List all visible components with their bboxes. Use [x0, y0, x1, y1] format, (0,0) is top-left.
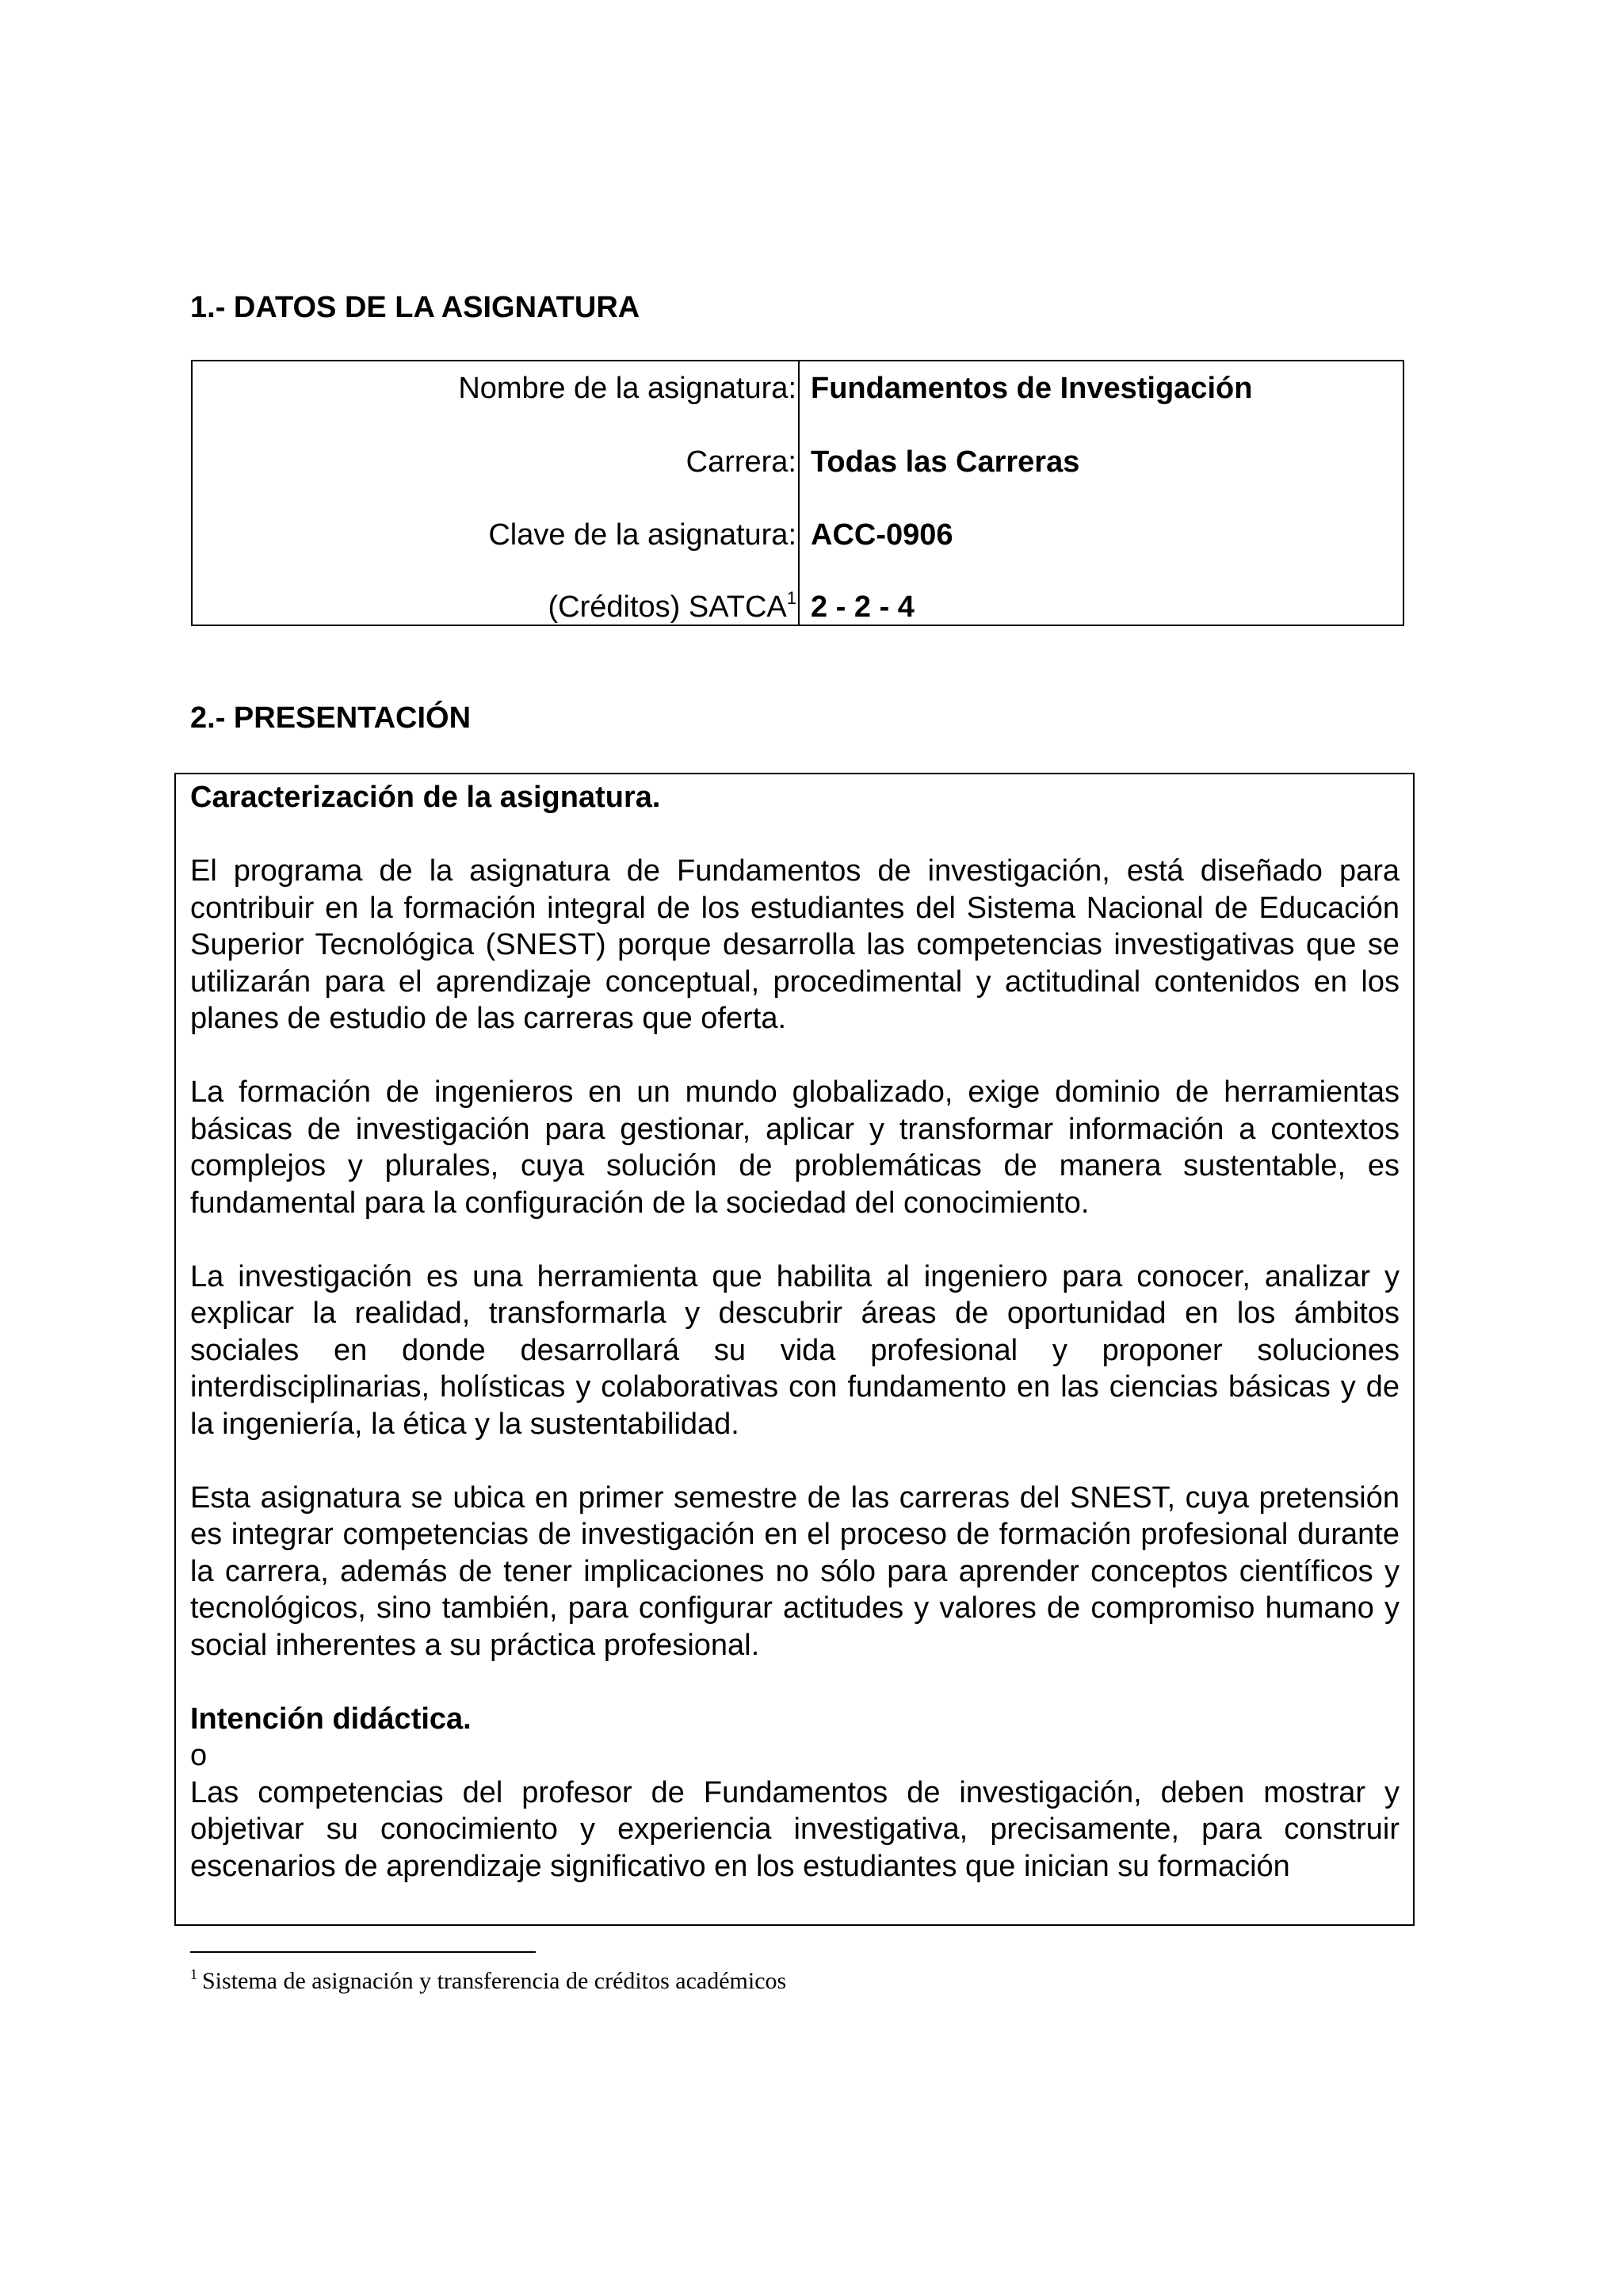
- table-row-satca-credits: [193, 586, 1403, 628]
- footnote-text: Sistema de asignación y transferencia de créditos académicos: [202, 1968, 787, 1994]
- table-row-career: [193, 441, 1403, 483]
- course-code-value: ACC-0906: [811, 518, 953, 552]
- section-1-heading: 1.- DATOS DE LA ASIGNATURA: [190, 291, 640, 324]
- section-2-heading: 2.- PRESENTACIÓN: [190, 701, 472, 735]
- table-row-course-code: [193, 514, 1403, 556]
- satca-credits-label: [548, 586, 797, 628]
- footnote-reference-1: 1: [786, 588, 796, 608]
- didactic-intention-heading: Intención didáctica.: [190, 1702, 472, 1736]
- course-code-label: Clave de la asignatura:: [488, 518, 796, 552]
- presentation-box: [174, 773, 1415, 1926]
- characterization-paragraph-3: La investigación es una herramienta que habilita al ingeniero para conocer, analizar y explicar la realidad, transformarla y descubrir áreas de oportunidad en los ámbitos sociales en donde desarrollará su vida profesional y proponer soluciones interdisciplinarias, holísticas y colaborativas con fundamento en las ciencias básicas y de la ingeniería, la ética y la sustentabilidad.: [190, 1259, 1400, 1441]
- footnote-separator: [190, 1951, 536, 1953]
- course-name-value: Fundamentos de Investigación: [811, 372, 1253, 405]
- characterization-heading: Caracterización de la asignatura.: [190, 781, 661, 814]
- presentation-content: [190, 779, 1400, 1885]
- didactic-intention-paragraph: Las competencias del profesor de Fundamentos de investigación, deben mostrar y objetivar su conocimiento y experiencia investigativa, precisamente, para construir escenarios de aprendizaje significativo en los estudiantes que inician su formación: [190, 1775, 1400, 1883]
- characterization-paragraph-1: El programa de la asignatura de Fundamentos de investigación, está diseñado para contribuir en la formación integral de los estudiantes del Sistema Nacional de Educación Superior Tecnológica (SNEST) porque desarrolla las competencias investigativas que se utilizarán para el aprendizaje conceptual, procedimental y actitudinal contenidos en los planes de estudio de las carreras que oferta.: [190, 854, 1400, 1035]
- course-name-label: Nombre de la asignatura:: [458, 372, 796, 405]
- bullet-marker: o: [190, 1739, 208, 1772]
- career-label: Carrera:: [685, 445, 796, 479]
- course-data-table: [191, 360, 1404, 626]
- footnote-marker: 1: [190, 1966, 197, 1982]
- table-row-course-name: [193, 368, 1403, 409]
- characterization-paragraph-4: Esta asignatura se ubica en primer semestre de las carreras del SNEST, cuya pretensión es integrar competencias de investigación en el proceso de formación profesional durante la carrera, además de tener implicaciones no sólo para aprender conceptos científicos y tecnológicos, sino también, para configurar actitudes y valores de compromiso humano y social inherentes a su práctica profesional.: [190, 1480, 1400, 1662]
- footnote: [190, 1966, 786, 1997]
- satca-credits-label-text: (Créditos) SATCA: [548, 590, 787, 624]
- satca-credits-value: 2 - 2 - 4: [811, 590, 915, 624]
- career-value: Todas las Carreras: [811, 445, 1080, 479]
- characterization-paragraph-2: La formación de ingenieros en un mundo globalizado, exige dominio de herramientas básicas de investigación para gestionar, aplicar y transformar información a contextos complejos y plurales, cuya solución de problemáticas de manera sustentable, es fundamental para la configuración de la sociedad del conocimiento.: [190, 1075, 1400, 1220]
